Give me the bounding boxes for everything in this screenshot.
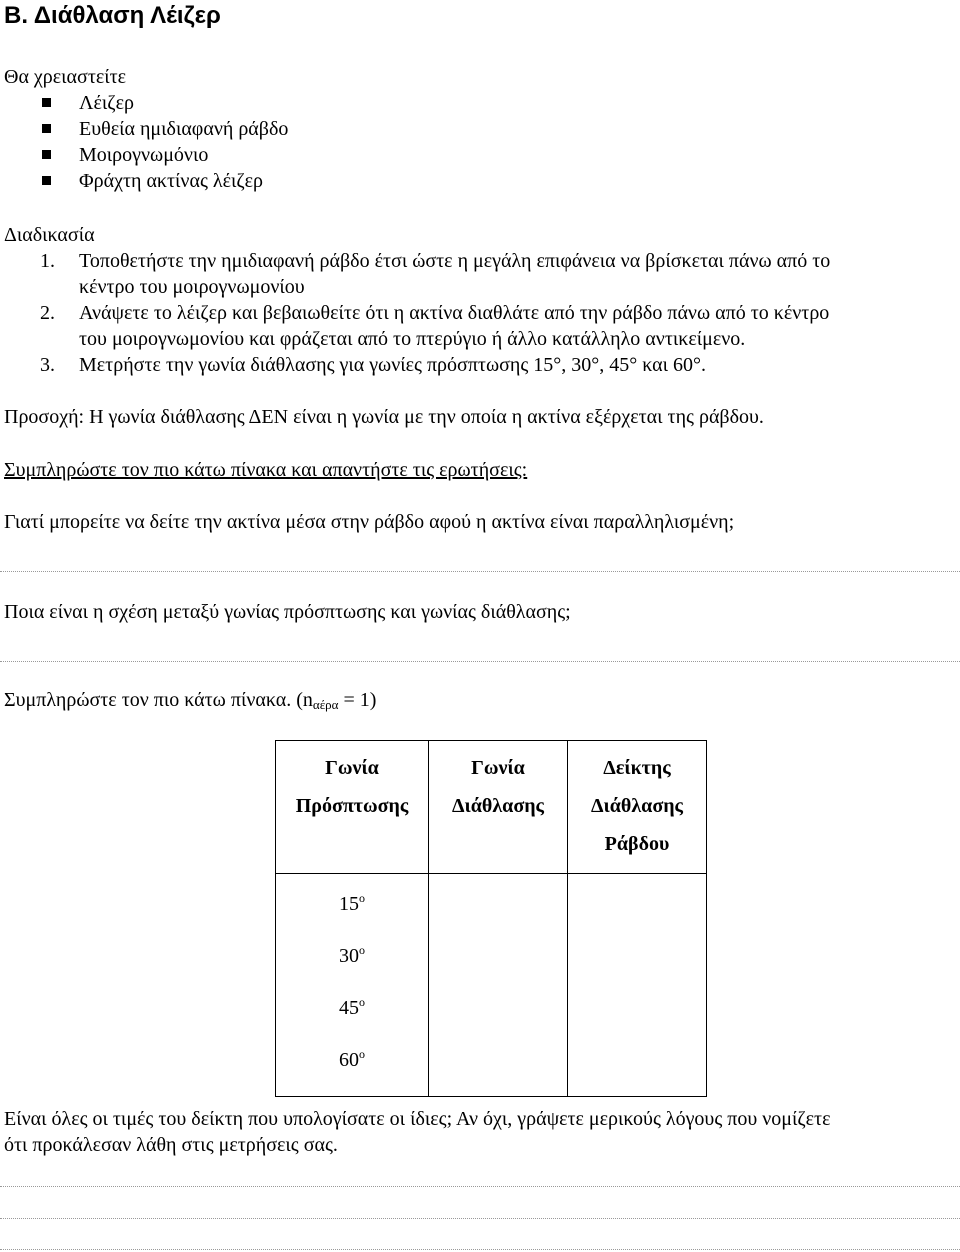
table-row: [276, 874, 707, 1097]
table-intro: [4, 689, 376, 712]
header-line: Γωνία: [325, 757, 379, 779]
angle-value: $45^o$: [339, 995, 365, 1019]
refraction-input-cell[interactable]: [429, 874, 568, 1097]
procedure-heading: Διαδικασία: [4, 224, 95, 246]
step-number: 3.: [40, 354, 55, 376]
step-text: Μετρήστε την γωνία διάθλασης για γωνίες πρόσπτωσης 15°, 30°, 45° και 60°.: [79, 354, 707, 376]
answer-line[interactable]: [0, 571, 960, 572]
step-text: Ανάψετε το λέιζερ και βεβαιωθείτε ότι η ακτίνα διαθλάτε από την ράβδο πάνω από το κέντρο: [79, 302, 830, 324]
answer-line[interactable]: [0, 1218, 960, 1219]
question-text: ότι προκάλεσαν λάθη στις μετρήσεις σας.: [4, 1134, 338, 1156]
list-item: Μοιρογνωμόνιο: [79, 144, 209, 166]
materials-heading: Θα χρειαστείτε: [4, 66, 127, 88]
angles-cell: [276, 874, 429, 1097]
table-intro-suffix: = 1): [338, 689, 377, 711]
bullet-square-icon: [42, 150, 51, 159]
header-line: Διάθλασης: [451, 795, 544, 817]
header-cell-incidence: [276, 741, 429, 874]
table-intro-text: Συμπληρώστε τον πιο κάτω πίνακα. (n: [4, 689, 313, 711]
step-number: 2.: [40, 302, 55, 324]
step-text: του μοιρογνωμονίου και φράζεται από το πτερύγιο ή άλλο κατάλληλο αντικείμενο.: [79, 328, 746, 350]
answer-line[interactable]: [0, 1186, 960, 1187]
step-text: κέντρο του μοιρογνωμονίου: [79, 276, 305, 298]
header-cell-refraction: [429, 741, 568, 874]
answer-line[interactable]: [0, 1249, 960, 1250]
bullet-square-icon: [42, 176, 51, 185]
bullet-square-icon: [42, 124, 51, 133]
angle-value: $60^o$: [339, 1047, 365, 1071]
list-item: Φράχτη ακτίνας λέιζερ: [79, 170, 264, 192]
question-text: Ποια είναι η σχέση μεταξύ γωνίας πρόσπτωσης και γωνίας διάθλασης;: [4, 601, 571, 623]
list-item: Ευθεία ημιδιαφανή ράβδο: [79, 118, 289, 140]
step-text: Τοποθετήστε την ημιδιαφανή ράβδο έτσι ώστε η μεγάλη επιφάνεια να βρίσκεται πάνω από το: [79, 250, 831, 272]
angle-value: $15^o$: [339, 891, 365, 915]
answer-line[interactable]: [0, 661, 960, 662]
question-text: Είναι όλες οι τιμές του δείκτη που υπολογίσατε οι ίδιες; Αν όχι, γράψετε μερικούς λόγους που νομίζετε: [4, 1108, 831, 1130]
header-line: Διάθλασης: [590, 795, 683, 817]
header-cell-index: [568, 741, 707, 874]
table-intro-subscript: αέρα: [312, 697, 339, 712]
instruction-text: Συμπληρώστε τον πιο κάτω πίνακα και απαντήστε τις ερωτήσεις:: [4, 459, 528, 481]
header-line: Ράβδου: [604, 833, 670, 855]
header-line: Δείκτης: [603, 757, 671, 779]
bullet-square-icon: [42, 98, 51, 107]
data-table: [275, 740, 707, 1097]
page-title: Β. Διάθλαση Λέιζερ: [4, 2, 221, 29]
table-header-row: [276, 741, 707, 874]
index-input-cell[interactable]: [568, 874, 707, 1097]
question-text: Γιατί μπορείτε να δείτε την ακτίνα μέσα στην ράβδο αφού η ακτίνα είναι παραλληλισμένη;: [4, 511, 735, 533]
list-item: Λέιζερ: [79, 92, 134, 114]
header-line: Γωνία: [471, 757, 525, 779]
note-text: Προσοχή: Η γωνία διάθλασης ΔΕΝ είναι η γωνία με την οποία η ακτίνα εξέρχεται της ράβδου.: [4, 406, 764, 428]
angle-value: $30^o$: [339, 943, 365, 967]
header-line: Πρόσπτωσης: [295, 795, 409, 817]
step-number: 1.: [40, 250, 55, 272]
